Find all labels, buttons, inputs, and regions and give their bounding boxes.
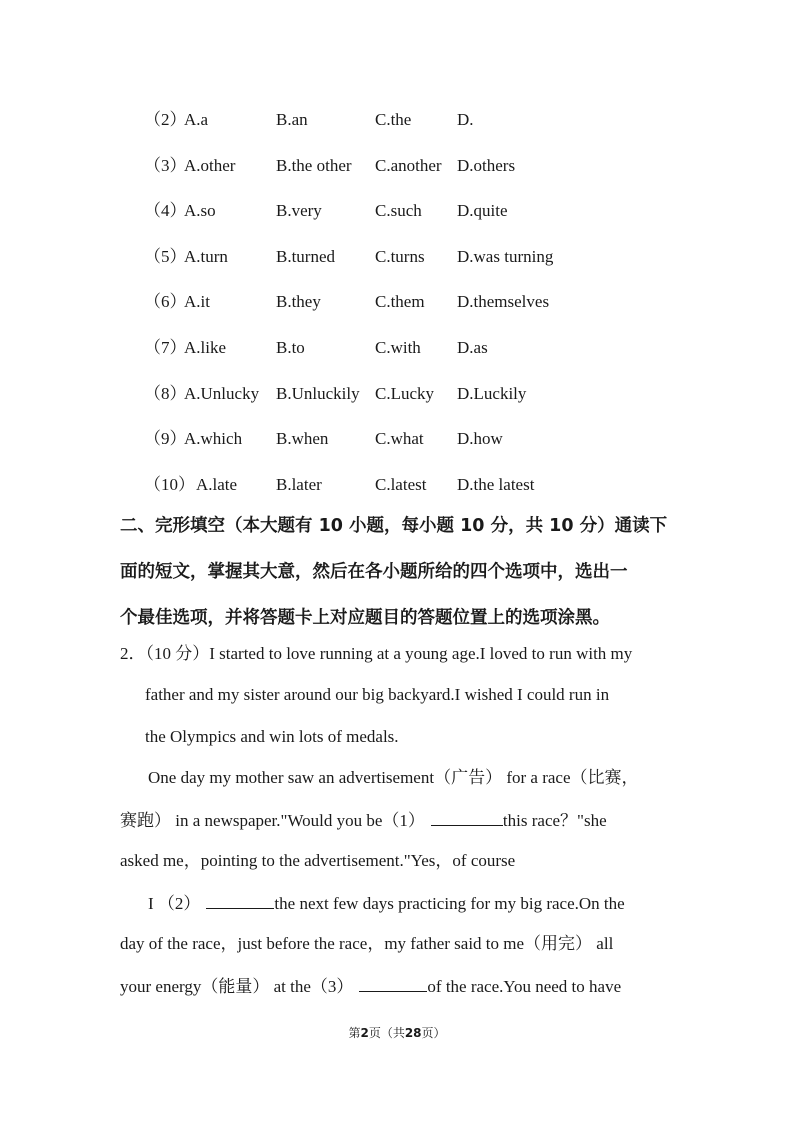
section-line: 二、完形填空（本大题有 10 小题，每小题 10 分，共 10 分）通读下 (120, 516, 668, 536)
option-row (144, 286, 604, 332)
passage-line (120, 642, 632, 666)
option-c: C.such (375, 201, 422, 221)
option-number: （3） (144, 155, 187, 175)
option-row (144, 423, 604, 469)
option-b: B.when (276, 429, 329, 449)
option-b: B.turned (276, 246, 336, 266)
option-a: A.like (184, 337, 227, 357)
option-c: C.Lucky (375, 383, 435, 403)
option-a: A.it (184, 292, 210, 312)
option-c: C.another (375, 155, 442, 175)
option-number: （5） (144, 246, 187, 266)
option-d: D.themselves (457, 292, 550, 312)
passage-line (120, 808, 607, 833)
option-b: B.to (276, 337, 305, 357)
footer-text: 页） (421, 1026, 446, 1040)
option-d: D.quite (457, 201, 508, 221)
passage-text: your energy（能量） at the（3） (120, 977, 354, 996)
option-number: （7） (144, 337, 187, 357)
page-footer (0, 1024, 794, 1041)
option-b: B.very (276, 201, 322, 221)
option-d: D.was turning (457, 246, 554, 266)
passage-line: the Olympics and win lots of medals. (145, 727, 399, 746)
option-number: （4） (144, 201, 187, 221)
option-number: （10） (144, 474, 195, 494)
option-number: （2） (144, 110, 187, 129)
section-line: 个最佳选项，并将答题卡上对应题目的答题位置上的选项涂黑。 (120, 608, 610, 628)
passage-text: I （2） (148, 894, 201, 913)
option-c: C.what (375, 429, 424, 449)
option-c: C.turns (375, 246, 425, 266)
answer-blank (431, 808, 503, 826)
passage-text: 赛跑） in a newspaper."Would you be（1） (120, 811, 425, 830)
answer-options (144, 104, 604, 514)
option-a: A.so (184, 201, 216, 221)
answer-blank (359, 974, 427, 992)
answer-blank (206, 891, 274, 909)
passage-line: father and my sister around our big backyard.I wished I could run in (145, 685, 610, 704)
option-number: （9） (144, 429, 187, 449)
passage-text: this race？"she (502, 811, 607, 830)
page-number: 2 (360, 1026, 369, 1040)
section-line: 面的短文，掌握其大意，然后在各小题所给的四个选项中，选出一 (120, 562, 628, 582)
option-number: （8） (144, 383, 187, 403)
option-c: C.them (375, 292, 425, 312)
option-number: （6） (144, 292, 187, 312)
option-c: C.latest (375, 474, 427, 494)
option-a: A.which (184, 429, 243, 449)
passage-line: One day my mother saw an advertisement（广告） for a race（比赛， (148, 768, 639, 787)
passage-text: the next few days practicing for my big race.On the (274, 894, 625, 913)
option-a: A.Unlucky (184, 383, 260, 403)
option-row (144, 241, 604, 287)
option-b: B.later (276, 474, 322, 494)
option-d: D.Luckily (457, 383, 527, 403)
option-row (144, 469, 604, 515)
option-c: C.the (375, 110, 412, 129)
option-a: A.a (184, 110, 209, 129)
option-c: C.with (375, 337, 421, 357)
passage-line (120, 974, 621, 999)
passage-text: of the race.You need to have (427, 977, 622, 996)
option-row (144, 150, 604, 196)
option-d: D. (457, 110, 474, 129)
passage-line: asked me，pointing to the advertisement."Yes，of course (120, 851, 516, 870)
passage-line (148, 891, 625, 916)
option-a: A.other (184, 155, 236, 175)
option-row (144, 104, 604, 150)
passage-line: day of the race，just before the race，my father said to me（用完） all (120, 934, 614, 953)
option-b: B.Unluckily (276, 383, 360, 403)
option-b: B.an (276, 110, 308, 129)
footer-text: 页（共 (368, 1026, 405, 1040)
option-b: B.the other (276, 155, 352, 175)
option-a: A.late (196, 474, 238, 494)
option-row (144, 378, 604, 424)
option-d: D.others (457, 155, 516, 175)
footer-text: 第 (348, 1026, 361, 1040)
option-d: D.the latest (457, 474, 535, 494)
question-number: 2．（10 分） (120, 644, 210, 663)
option-row (144, 195, 604, 241)
option-d: D.how (457, 429, 503, 449)
option-a: A.turn (184, 246, 228, 266)
option-b: B.they (276, 292, 321, 312)
option-d: D.as (457, 337, 488, 357)
option-row (144, 332, 604, 378)
passage-text: I started to love running at a young age.I loved to run with my (209, 644, 633, 663)
page-total: 28 (404, 1026, 422, 1040)
section-heading (120, 510, 680, 648)
